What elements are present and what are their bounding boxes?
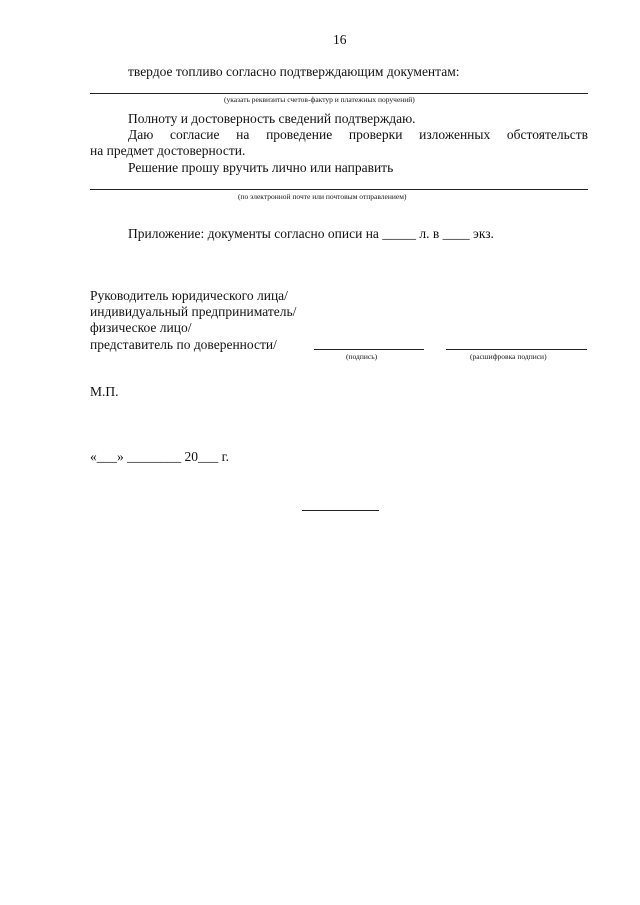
invoices-rule	[90, 93, 588, 94]
page-number: 16	[333, 32, 347, 47]
signer-line-2: индивидуальный предприниматель/	[90, 304, 297, 319]
delivery-caption: (по электронной почте или почтовым отправлением)	[238, 192, 407, 201]
signer-line-3: физическое лицо/	[90, 320, 192, 335]
transcript-caption: (расшифровка подписи)	[470, 352, 547, 361]
date-line: «___» ________ 20___ г.	[90, 449, 230, 464]
signer-line-4: представитель по доверенности/	[90, 337, 277, 352]
closing-rule	[302, 510, 379, 511]
signature-rule	[314, 349, 424, 350]
signer-line-1: Руководитель юридического лица/	[90, 288, 288, 303]
consent-line-2: на предмет достоверности.	[90, 143, 246, 158]
delivery-rule	[90, 189, 588, 190]
consent-line-1: Даю согласие на проведение проверки изложенных обстоятельств	[128, 127, 588, 142]
invoices-caption: (указать реквизиты счетов-фактур и платежных поручений)	[224, 95, 415, 104]
signature-caption: (подпись)	[346, 352, 378, 361]
completeness-line: Полноту и достоверность сведений подтверждаю.	[128, 111, 416, 126]
attachment-line: Приложение: документы согласно описи на _____ л. в ____ экз.	[128, 226, 494, 241]
transcript-rule	[446, 349, 587, 350]
fuel-line: твердое топливо согласно подтверждающим документам:	[128, 64, 460, 79]
stamp-place: М.П.	[90, 384, 119, 399]
decision-line: Решение прошу вручить лично или направить	[128, 160, 394, 175]
